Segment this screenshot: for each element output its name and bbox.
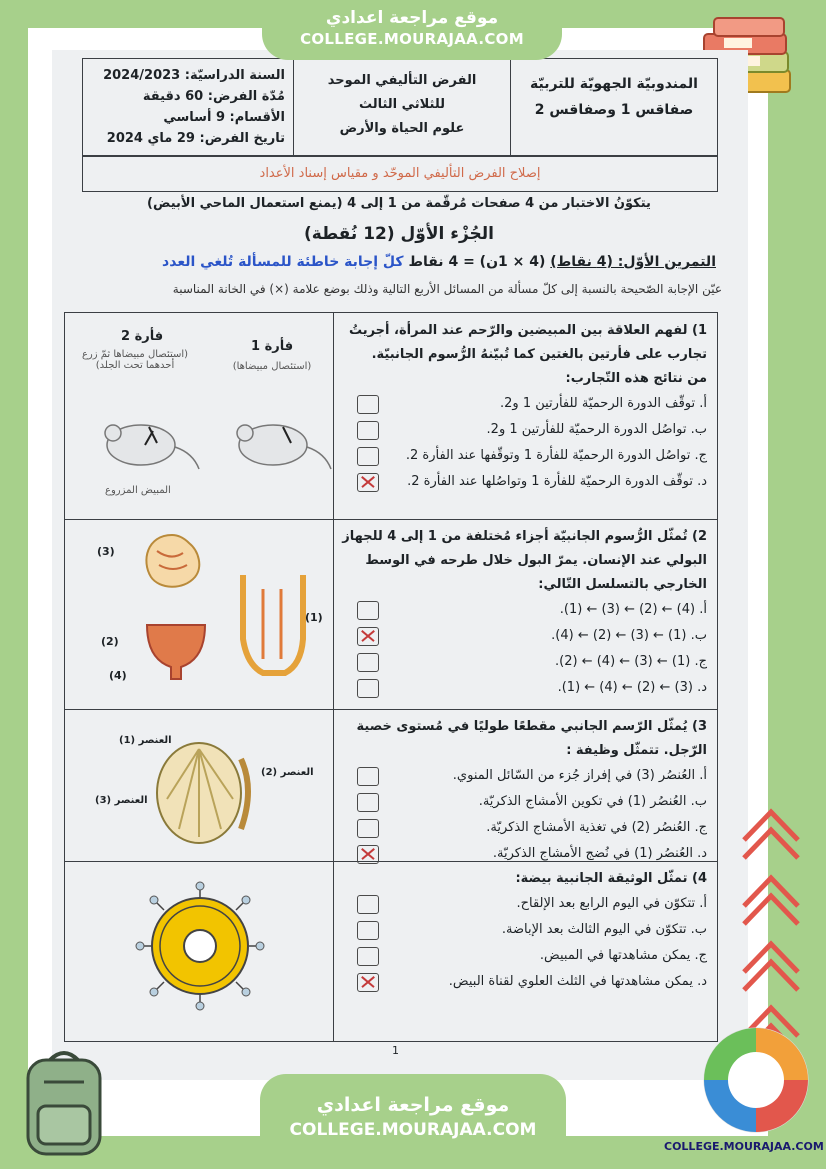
option-text: ج. (1) ← (3) ← (4) ← (2). <box>554 654 707 669</box>
question-4-text <box>335 861 717 1041</box>
part-title: الجُزْء الأوّل (12 نُقطة) <box>304 224 494 244</box>
grafted-ovary-label: المبيض المزروع <box>105 485 171 496</box>
question-row-3 <box>65 709 717 862</box>
question-4-option-c[interactable] <box>341 943 707 969</box>
element-1-label: العنصر (1) <box>119 735 172 746</box>
option-text: د. (3) ← (2) ← (4) ← (1). <box>557 680 707 695</box>
mouse-1-illustration <box>225 409 335 479</box>
question-4-stem: 4) تمثّل الوثيقة الجانبية بيضة: <box>515 871 707 886</box>
option-text: أ. توقّف الدورة الرحميّة للفأرتين 1 و2. <box>499 396 707 411</box>
option-text: د. توقّف الدورة الرحميّة للفأرة 1 وتواصُلها عند الفأرة 2. <box>407 474 707 489</box>
option-text: ب. تواصُل الدورة الرحميّة للفأرتين 1 و2. <box>486 422 707 437</box>
label-4: (4) <box>109 669 127 682</box>
questions-table <box>64 312 718 1042</box>
question-1-sub: من نتائج هذه التّجارب: <box>565 371 707 386</box>
banner-bottom-arabic: موقع مراجعة اعدادي <box>316 1094 510 1116</box>
testis-illustration <box>149 729 259 849</box>
question-2-option-a[interactable] <box>341 597 707 623</box>
question-1-option-b[interactable] <box>341 417 707 443</box>
option-text: أ. العُنصُر (3) في إفراز جُزء من السّائل المنوي. <box>452 768 707 783</box>
header-level: الأقسام: 9 أساسي <box>163 110 285 125</box>
question-2-option-b[interactable] <box>341 623 707 649</box>
question-3-figure <box>65 709 334 861</box>
answer-checkbox[interactable] <box>357 767 379 786</box>
question-1-option-c[interactable] <box>341 443 707 469</box>
answer-checkbox-checked[interactable] <box>357 473 379 492</box>
header-region-line2: صفاقس 1 وصفاقس 2 <box>534 102 694 118</box>
option-text: أ. تتكوّن في اليوم الرابع بعد الإلقاح. <box>516 896 707 911</box>
answer-checkbox[interactable] <box>357 947 379 966</box>
chevron-up-icon <box>736 860 806 930</box>
site-banner-bottom[interactable] <box>260 1074 566 1169</box>
option-text: د. العُنصُر (1) في نُضج الأمشاج الذكريّة. <box>492 846 707 861</box>
chevron-up-icon <box>736 926 806 996</box>
answer-checkbox[interactable] <box>357 895 379 914</box>
mouse-2-illustration <box>93 409 203 479</box>
question-row-4 <box>65 861 717 1041</box>
header-exam-title <box>293 59 510 155</box>
question-4-option-d[interactable] <box>341 969 707 995</box>
site-banner-top[interactable] <box>262 0 562 60</box>
header-duration: مُدّة الفرض: 60 دقيقة <box>142 89 285 104</box>
banner-top-arabic: موقع مراجعة اعدادي <box>325 8 499 28</box>
answer-checkbox[interactable] <box>357 421 379 440</box>
answer-checkbox[interactable] <box>357 793 379 812</box>
answer-checkbox[interactable] <box>357 447 379 466</box>
mouse-1-label: فأرة 1 <box>251 339 294 354</box>
question-3-option-b[interactable] <box>341 789 707 815</box>
answer-checkbox-checked[interactable] <box>357 627 379 646</box>
option-text: ج. يمكن مشاهدتها في المبيض. <box>539 948 707 963</box>
question-3-option-a[interactable] <box>341 763 707 789</box>
header-title-line1: الفرض التأليفي الموحد <box>327 73 477 88</box>
header-title-line2: للثلاثي الثالث <box>358 97 446 112</box>
header-year: السنة الدراسيّة: 2024/2023 <box>103 68 285 83</box>
exam-header <box>82 58 718 156</box>
question-4-option-a[interactable] <box>341 891 707 917</box>
header-region <box>510 59 717 155</box>
header-title-line3: علوم الحياة والأرض <box>339 121 465 136</box>
question-2-text <box>335 519 717 709</box>
egg-cell-illustration <box>135 881 265 1011</box>
mouse-2-label: فأرة 2 <box>121 329 164 344</box>
exercise-title <box>82 254 716 270</box>
kidney-illustration <box>137 531 207 593</box>
answer-checkbox[interactable] <box>357 601 379 620</box>
option-text: ب. العُنصُر (1) في تكوين الأمشاج الذكريّة. <box>478 794 707 809</box>
answer-checkbox[interactable] <box>357 921 379 940</box>
mouse-1-caption: (استئصال مبيضاها) <box>232 361 312 372</box>
question-2-stem: 2) تُمثّل الرُّسوم الجانبيّة أجزاء مُختلفة من 1 إلى 4 للجهاز البولي عند الإنسان. يمرّ البول خلال طرحه في الوسط الخارجي بالتسلسل التّالي: <box>342 529 707 592</box>
banner-top-url[interactable]: COLLEGE.MOURAJAA.COM <box>300 30 524 48</box>
exercise-instruction: عيّن الإجابة الصّحيحة بالنسبة إلى كلّ مسألة من المسائل الأربع التالية وذلك بوضع علامة (×) في الخانة المناسبة <box>172 282 722 296</box>
question-1-figure <box>65 313 334 519</box>
option-text: ج. تواصُل الدورة الرحميّة للفأرة 1 وتوقّفها عند الفأرة 2. <box>405 448 707 463</box>
exam-paper <box>52 50 748 1080</box>
banner-bottom-url[interactable]: COLLEGE.MOURAJAA.COM <box>289 1120 537 1140</box>
page-number: 1 <box>392 1044 399 1057</box>
header-region-line1: المندوبيّة الجهويّة للتربيّة <box>530 76 698 92</box>
question-2-figure <box>65 519 334 709</box>
correction-title: إصلاح الفرض التأليفي الموحّد و مقياس إسناد الأعداد <box>82 156 718 192</box>
question-1-option-a[interactable] <box>341 391 707 417</box>
exam-intro: يتكوّنُ الاختبار من 4 صفحات مُرقّمة من 1 إلى 4 (يمنع استعمال الماحي الأبيض) <box>147 196 651 211</box>
answer-checkbox[interactable] <box>357 679 379 698</box>
header-exam-info <box>83 59 293 155</box>
question-4-figure <box>65 861 334 1041</box>
chevron-up-icon <box>736 794 806 864</box>
label-3: (3) <box>97 545 115 558</box>
header-date: تاريخ الفرض: 29 ماي 2024 <box>106 131 285 146</box>
question-row-1 <box>65 313 717 520</box>
question-2-option-d[interactable] <box>341 675 707 701</box>
answer-checkbox[interactable] <box>357 395 379 414</box>
question-1-option-d[interactable] <box>341 469 707 495</box>
bladder-illustration <box>141 615 211 685</box>
question-4-option-b[interactable] <box>341 917 707 943</box>
exercise-note: كلّ إجابة خاطئة للمسألة تُلغي العدد <box>162 254 404 270</box>
label-2: (2) <box>101 635 119 648</box>
question-3-option-c[interactable] <box>341 815 707 841</box>
logo-caption[interactable]: COLLEGE.MOURAJAA.COM <box>664 1140 824 1153</box>
answer-checkbox-checked[interactable] <box>357 973 379 992</box>
answer-checkbox[interactable] <box>357 819 379 838</box>
option-text: أ. (4) ← (2) ← (3) ← (1). <box>559 602 707 617</box>
backpack-icon <box>14 1046 114 1158</box>
question-3-stem: 3) يُمثّل الرّسم الجانبي مقطعًا طوليًا في مُستوى خصية الرّجل. تتمثّل وظيفة : <box>356 719 707 758</box>
question-2-option-c[interactable] <box>341 649 707 675</box>
urinary-tract-illustration <box>223 569 313 689</box>
answer-checkbox[interactable] <box>357 653 379 672</box>
option-text: د. يمكن مشاهدتها في الثلث العلوي لقناة البيض. <box>448 974 707 989</box>
question-1-stem: 1) لفهم العلاقة بين المبيضين والرّحم عند المرأة، أجريتُ تجارب على فأرتين بالغتين كما تُبيّنهُ الرُّسوم الجانبيّة. <box>348 323 707 362</box>
site-logo-icon <box>694 1022 818 1138</box>
option-text: ب. تتكوّن في اليوم الثالث بعد الإباضة. <box>501 922 707 937</box>
element-2-label: العنصر (2) <box>261 767 314 778</box>
mouse-2-caption: (استئصال مبيضاها ثمّ زرع أحدهما تحت الجلد) <box>81 349 189 371</box>
exercise-title-text: التمرين الأوّل: (4 نقاط) <box>550 254 716 270</box>
option-text: ج. العُنصُر (2) في تغذية الأمشاج الذكريّة. <box>486 820 707 835</box>
option-text: ب. (1) ← (3) ← (2) ← (4). <box>551 628 707 643</box>
question-1-text <box>335 313 717 519</box>
question-row-2 <box>65 519 717 710</box>
element-3-label: العنصر (3) <box>95 795 148 806</box>
label-1: (1) <box>305 611 323 624</box>
question-3-text <box>335 709 717 861</box>
exercise-points: (4 × 1ن) = 4 نقاط <box>408 254 546 270</box>
